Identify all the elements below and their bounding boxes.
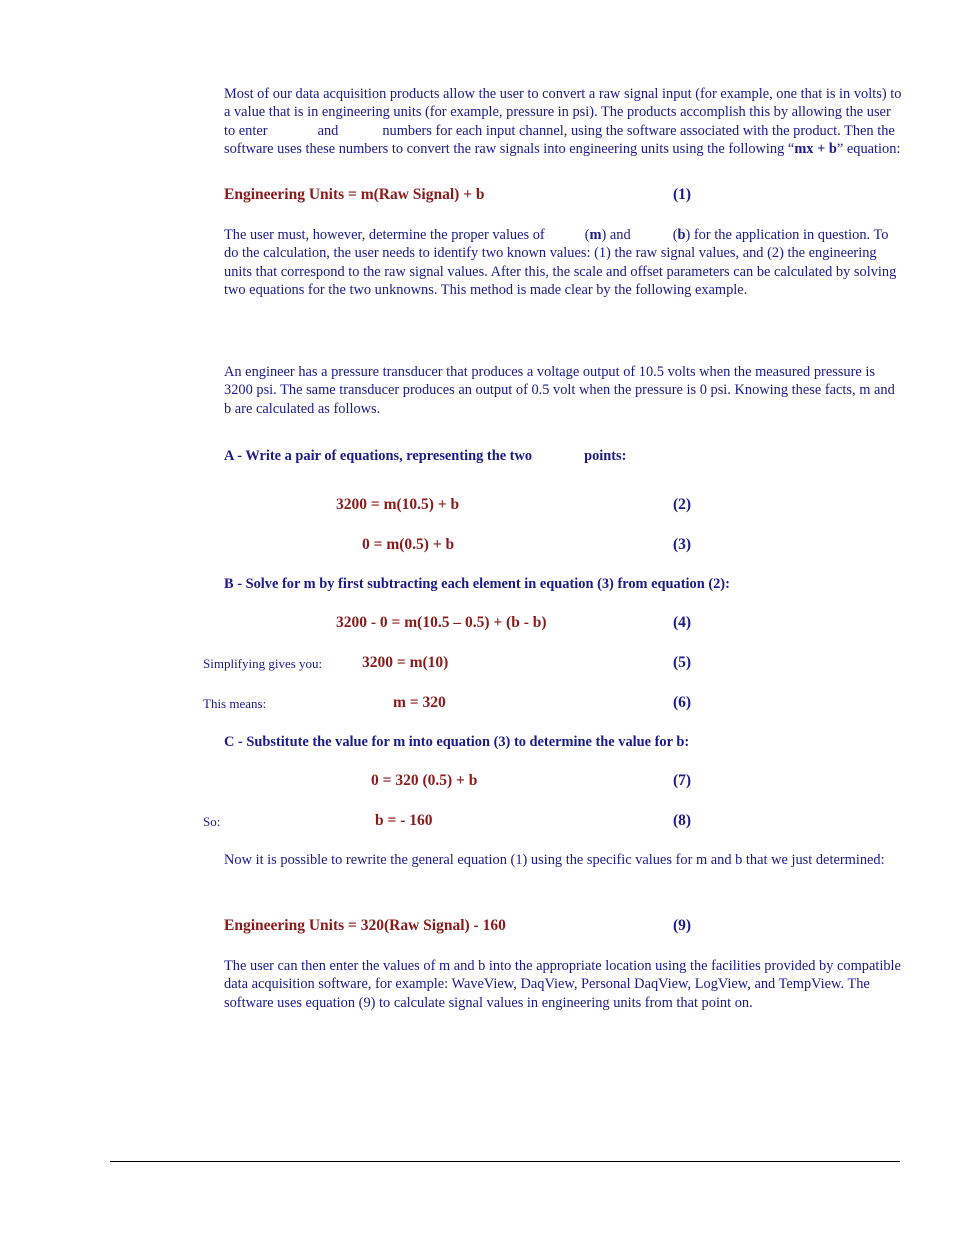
intro-text-1: Most of our data acquisition products allow the user to convert a raw signal input (for example, one that is in volts) to a value that is in engineering units (for example, pressure in psi). The products accomplish this by allowing the user to enter (224, 86, 902, 139)
method-paragraph: The user must, however, determine the proper values of (m) and (b) for the application in question. To do the calculation, the user needs to identify two known values: (1) the raw signal values, and (2) the engineering units that correspond to the raw signal values. After this, the scale and offset parameters can be calculated by solving two equations for the two unknowns. This method is made clear by the following example. (224, 227, 897, 298)
equation-2: 3200 = m(10.5) + b (336, 496, 460, 513)
equation-9-number: (9) (673, 917, 692, 934)
closing-paragraph: The user can then enter the values of m and b into the appropriate location using the facilities provided by compatible data acquisition software, for example: WaveView, DaqView, Personal DaqView, LogView, and TempView. The software uses equation (9) to calculate signal values in engineering units from that point on. (224, 958, 901, 1011)
equation-8-label: So: (203, 814, 221, 829)
step-c-heading: C - Substitute the value for m into equation (3) to determine the value for b: (224, 734, 690, 750)
equation-1-number: (1) (673, 186, 692, 203)
equation-5: 3200 = m(10) (362, 654, 449, 671)
equation-9: Engineering Units = 320(Raw Signal) - 160 (224, 917, 506, 934)
example-paragraph: An engineer has a pressure transducer that produces a voltage output of 10.5 volts when the measured pressure is 3200 psi. The same transducer produces an output of 0.5 volt when the pressure is 0 psi. Knowing these facts, m and b are calculated as follows. (224, 364, 895, 417)
equation-8: b = - 160 (375, 812, 433, 829)
equation-7-number: (7) (673, 772, 692, 789)
equation-4: 3200 - 0 = m(10.5 – 0.5) + (b - b) (336, 614, 547, 631)
step-a-heading: A - Write a pair of equations, representing the two points: (224, 448, 627, 464)
m-term: m (589, 227, 602, 243)
equation-6-number: (6) (673, 694, 692, 711)
rewrite-paragraph: Now it is possible to rewrite the general equation (1) using the specific values for m and b that we just determined: (224, 852, 885, 868)
equation-4-number: (4) (673, 614, 692, 631)
intro-text-3: numbers for each input channel, using the software associated with the product. Then the software uses these numbers to convert the raw signals into engineering units using the following “ (224, 122, 895, 157)
equation-1: Engineering Units = m(Raw Signal) + b (224, 186, 485, 203)
mxb-term: mx + b (794, 140, 837, 157)
equation-5-label: Simplifying gives you: (203, 656, 323, 671)
footer-rule (110, 1161, 900, 1162)
equation-8-number: (8) (673, 812, 692, 829)
equation-3-number: (3) (673, 536, 692, 553)
step-b-heading: B - Solve for m by first subtracting each element in equation (3) from equation (2): (224, 576, 730, 592)
b-term: b (677, 227, 686, 243)
intro-text-4: ” equation: (836, 140, 901, 157)
equation-5-number: (5) (673, 654, 692, 671)
intro-paragraph (224, 85, 904, 158)
intro-text-2: and (317, 122, 339, 139)
equation-7: 0 = 320 (0.5) + b (371, 772, 478, 789)
equation-6-label: This means: (203, 696, 267, 711)
equation-2-number: (2) (673, 496, 692, 513)
method-text-2: ) for the application in question. To do the calculation, the user needs to identify two known values: (1) the raw signal values, and (2) the engineering units that correspond to the raw signal values. After this, the scale and offset parameters can be calculated by solving two equations for the two unknowns. This method is made clear by the following example. (224, 227, 897, 298)
equation-3: 0 = m(0.5) + b (362, 536, 455, 553)
equation-6: m = 320 (393, 694, 446, 711)
method-text-1: The user must, however, determine the proper values of (224, 227, 545, 243)
